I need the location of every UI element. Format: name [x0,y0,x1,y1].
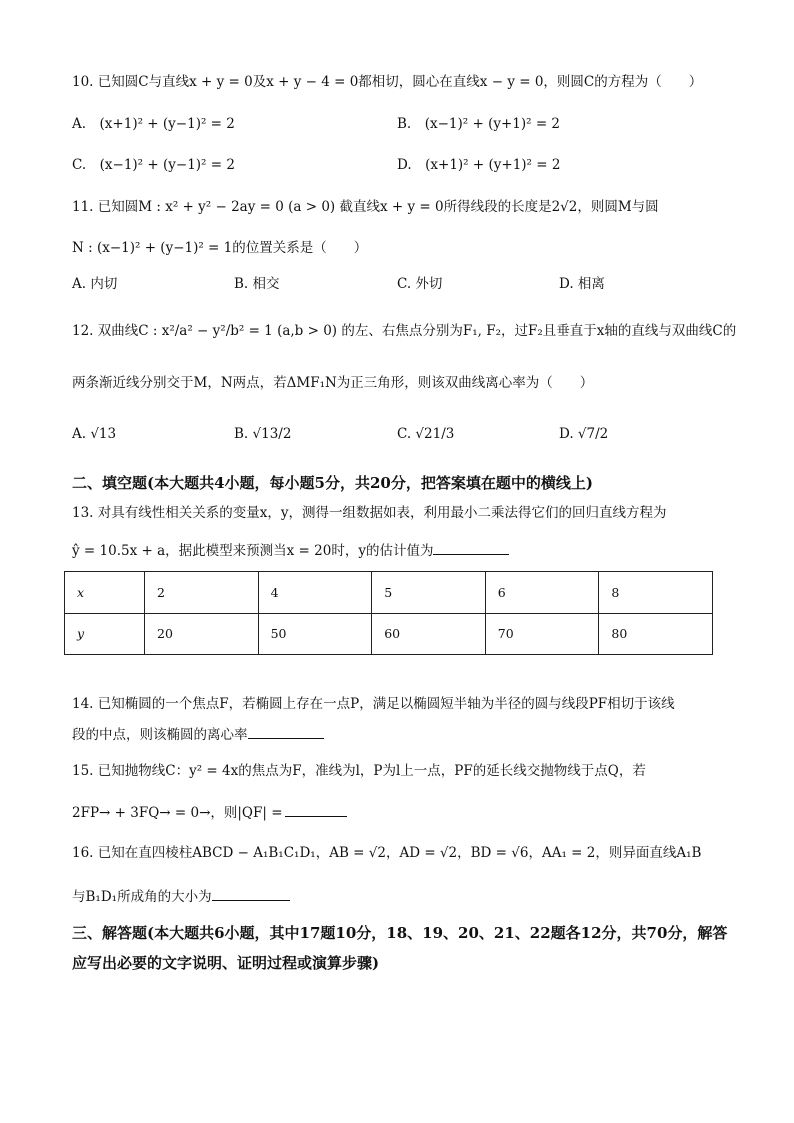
q12-line2: 两条渐近线分别交于M，N两点，若ΔMF₁N为正三角形，则该双曲线离心率为（ ） [72,375,594,391]
q16-line1: 16. 已知在直四棱柱ABCD − A₁B₁C₁D₁，AB = √2，AD = √2，BD = √6，AA₁ = 2，则异面直线A₁B [72,845,702,861]
q12-option-d: D. √7/2 [559,426,609,442]
q16-line2 [72,886,290,907]
q13-line1: 13. 对具有线性相关关系的变量x，y，测得一组数据如表，利用最小二乘法得它们的回归直线方程为 [72,505,667,521]
section-3-heading-line2: 应写出必要的文字说明、证明过程或演算步骤) [72,954,380,972]
table-cell: x [65,572,145,614]
table-cell: 80 [599,613,713,655]
section-2-heading: 二、填空题(本大题共4小题，每小题5分，共20分，把答案填在题中的横线上) [72,474,593,492]
answer-blank [433,540,509,555]
q10-option-b: B. (x−1)² + (y+1)² = 2 [397,116,561,132]
q10-option-a: A. (x+1)² + (y−1)² = 2 [72,116,235,132]
table-cell: 6 [485,572,599,614]
q15-line1: 15. 已知抛物线C：y² = 4x的焦点为F，准线为l，P为l上一点，PF的延长线交抛物线于点Q，若 [72,763,646,779]
table-cell: 70 [485,613,599,655]
q10-stem: 10. 已知圆C与直线x + y = 0及x + y − 4 = 0都相切，圆心在直线x − y = 0，则圆C的方程为（ ） [72,74,703,90]
q11-option-d: D. 相离 [559,276,605,292]
q13-line2-text: ŷ = 10.5x + a，据此模型来预测当x = 20时，y的估计值为 [72,543,434,559]
answer-blank [285,802,347,817]
q15-line2 [72,802,347,823]
q12-option-a: A. √13 [72,426,117,442]
q11-option-a: A. 内切 [72,276,118,292]
q12-option-b: B. √13/2 [234,426,292,442]
table-cell: 2 [145,572,259,614]
q12-line1: 12. 双曲线C : x²/a² − y²/b² = 1 (a,b > 0) 的左、右焦点分别为F₁, F₂，过F₂且垂直于x轴的直线与双曲线C的 [72,323,737,339]
table-cell: 50 [258,613,372,655]
q11-option-c: C. 外切 [397,276,443,292]
table-cell: y [65,613,145,655]
q14-line2 [72,724,324,745]
q16-line2-text: 与B₁D₁所成角的大小为 [72,889,212,905]
q13-line2 [72,540,509,561]
answer-blank [212,886,290,901]
q10-option-d: D. (x+1)² + (y+1)² = 2 [397,157,561,173]
table-cell: 60 [372,613,486,655]
section-3-heading-line1: 三、解答题(本大题共6小题，其中17题10分，18、19、20、21、22题各12分，共70分，解答 [72,924,728,942]
q12-option-c: C. √21/3 [397,426,455,442]
table-cell: 4 [258,572,372,614]
q14-line1: 14. 已知椭圆的一个焦点F，若椭圆上存在一点P，满足以椭圆短半轴为半径的圆与线段PF相切于该线 [72,696,675,712]
table-cell: 20 [145,613,259,655]
q11-line1: 11. 已知圆M : x² + y² − 2ay = 0 (a > 0) 截直线x + y = 0所得线段的长度是2√2，则圆M与圆 [72,199,659,215]
answer-blank [248,724,324,739]
q11-option-b: B. 相交 [234,276,280,292]
q15-line2-text: 2FP→ + 3FQ→ = 0→，则|QF| = [72,805,283,821]
q14-line2-text: 段的中点，则该椭圆的离心率 [72,727,248,743]
q10-option-c: C. (x−1)² + (y−1)² = 2 [72,157,235,173]
table-cell: 8 [599,572,713,614]
table-row-y [65,613,713,655]
q11-line2: N : (x−1)² + (y−1)² = 1的位置关系是（ ） [72,240,368,256]
data-table [64,571,713,655]
table-row-x [65,572,713,614]
table-cell: 5 [372,572,486,614]
